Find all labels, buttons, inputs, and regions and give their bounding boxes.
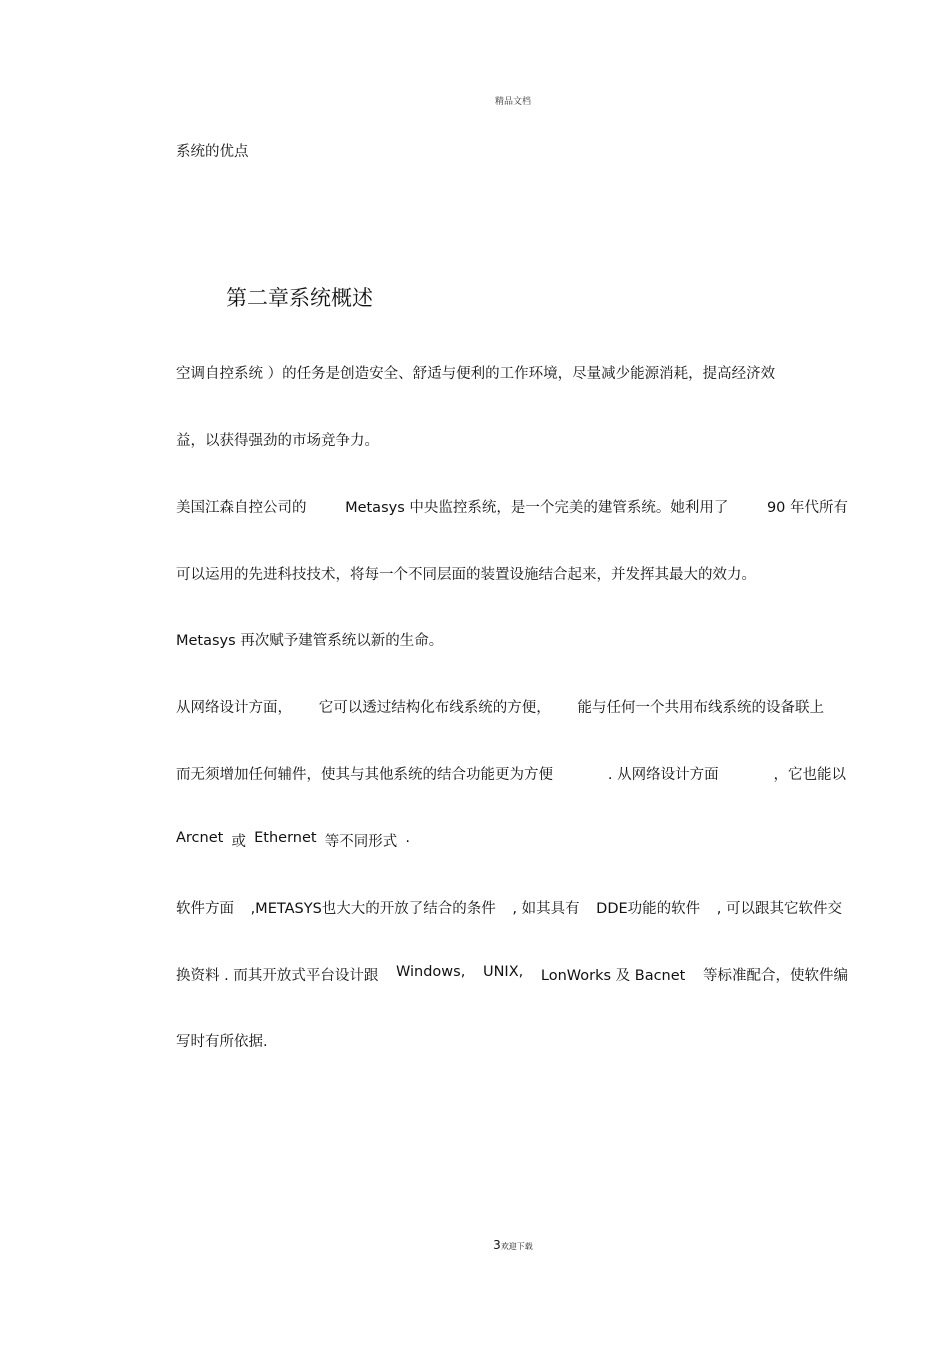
body-text: LonWorks 及 Bacnet — [540, 968, 686, 984]
body-text: Windows, — [395, 964, 466, 980]
body-text: 软件方面 — [176, 901, 234, 917]
body-text: , 可以跟其它软件交 — [716, 901, 842, 917]
body-text: 或 — [231, 834, 246, 850]
body-line-6 — [176, 696, 824, 717]
body-text: Metasys 再次赋予建管系统以新的生命。 — [176, 633, 444, 649]
body-line-11 — [176, 1030, 848, 1051]
body-text: 90 年代所有 — [766, 500, 848, 516]
body-text: . 从网络设计方面 — [607, 767, 719, 783]
body-line-2 — [176, 429, 848, 450]
body-line-5 — [176, 629, 848, 650]
body-line-1 — [176, 362, 848, 383]
body-text: UNIX, — [482, 964, 524, 980]
body-text: 可以运用的先进科技技术，将每一个不同层面的装置设施结合起来，并发挥其最大的效力。 — [176, 567, 756, 583]
body-text: 益，以获得强劲的市场竞争力。 — [176, 433, 379, 449]
body-text: 空调自控系统 ）的任务是创造安全、舒适与便利的工作环境，尽量减少能源消耗，提高经济效 — [176, 366, 776, 382]
body-text: . — [405, 830, 410, 846]
body-text: 写时有所依据. — [176, 1034, 268, 1050]
body-line-8 — [176, 830, 410, 851]
body-text: , 如其具有 — [512, 901, 580, 917]
body-text: 从网络设计方面， — [176, 700, 292, 716]
chapter-title: 第二章系统概述 — [226, 286, 373, 310]
page-footer — [0, 1238, 950, 1252]
body-text: Ethernet — [254, 830, 317, 846]
body-text: 等不同形式 — [324, 834, 398, 850]
body-line-4 — [176, 563, 848, 584]
page-number: 3 — [493, 1238, 501, 1252]
body-line-7 — [176, 763, 846, 784]
body-text: 换资料 . 而其开放式平台设计跟 — [176, 968, 379, 984]
body-line-10 — [176, 964, 848, 985]
body-text: DDE功能的软件 — [596, 901, 701, 917]
body-line-3 — [176, 496, 848, 517]
body-text: ，它也能以 — [773, 767, 846, 783]
body-text: 能与任何一个共用布线系统的设备联上 — [577, 700, 824, 716]
body-text: 美国江森自控公司的 — [176, 500, 307, 516]
body-text: ,METASYS也大大的开放了结合的条件 — [250, 901, 496, 917]
body-text: 它可以透过结构化布线系统的方便， — [318, 700, 551, 716]
footer-text: 欢迎下载 — [500, 1242, 533, 1251]
body-text: Arcnet — [176, 830, 224, 846]
body-text: 等标准配合，使软件编 — [703, 968, 848, 984]
page-header: 精品文档 — [494, 97, 531, 107]
body-line-9 — [176, 897, 842, 918]
body-text: 而无须增加任何辅件，使其与其他系统的结合功能更为方便 — [176, 767, 553, 783]
section-label: 系统的优点 — [176, 144, 249, 160]
body-text: Metasys 中央监控系统，是一个完美的建管系统。她利用了 — [345, 500, 729, 516]
